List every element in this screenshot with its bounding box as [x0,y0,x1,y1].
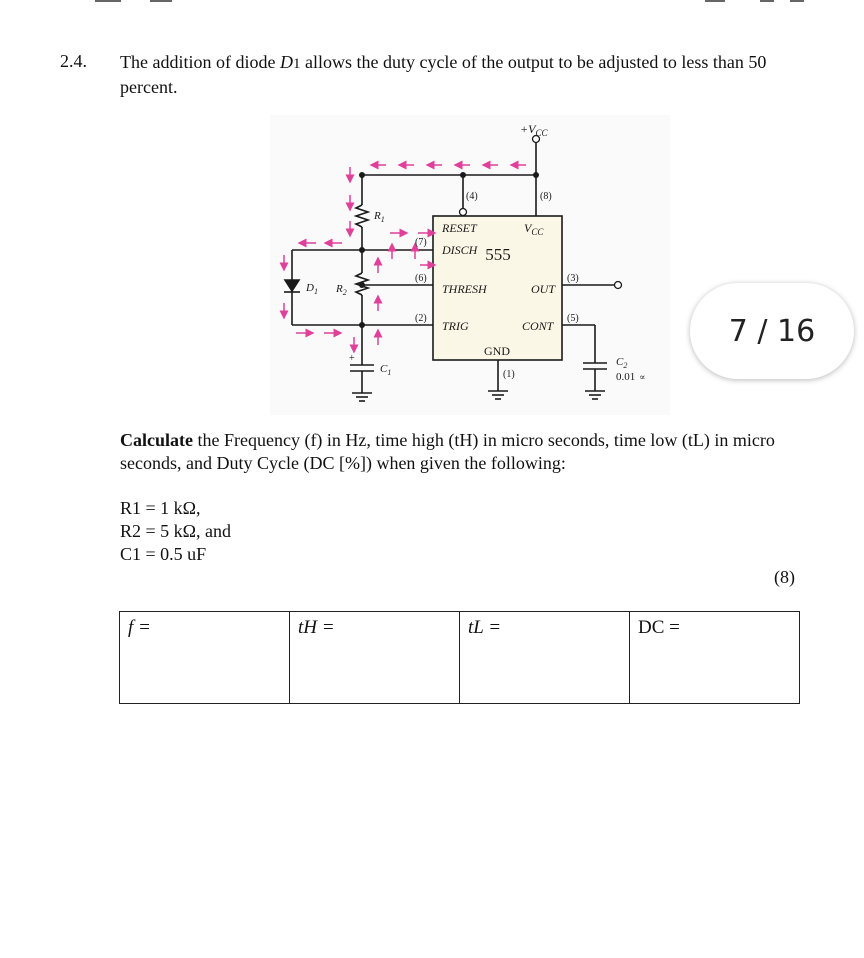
answer-cell-frequency[interactable]: f = [120,612,290,704]
svg-text:VCC: $V_{CC}$ [524,221,544,237]
svg-text:(1): (1) [503,369,515,380]
svg-text:TRIG: TRIG [442,319,469,333]
svg-text:(2): (2) [415,313,427,324]
output-terminal [615,282,622,289]
svg-text:(6): (6) [415,273,427,284]
svg-text:RESET: RESET [442,221,477,235]
svg-text:C2: $C_2$ [616,356,628,370]
marks-label: (8) [774,567,795,587]
cropped-header [0,0,864,8]
question-text: The addition of diode D1 allows the duty cycle of the output to be adjusted to less than 50 percent. [120,52,767,97]
svg-text:OUT: OUT [531,282,556,296]
answer-cell-duty-cycle[interactable]: DC = [630,612,800,704]
given-r1: R1 = 1 kΩ, [120,498,201,518]
svg-text:+VCC: $+V_{CC}$ [520,122,548,138]
given-values [120,497,231,566]
given-c1: C1 = 0.5 uF [120,544,207,564]
given-r2: R2 = 5 kΩ, and [120,521,232,541]
question-number: 2.4. [60,51,87,71]
answer-table [119,611,800,704]
svg-text:THRESH: THRESH [442,282,487,296]
svg-text:GND: GND [484,344,510,358]
svg-text:+: + [349,353,355,364]
svg-text:R2: $R_2$ [336,283,347,297]
svg-text:(3): (3) [567,273,579,284]
circuit-diagram [270,115,670,415]
svg-text:(4): (4) [466,191,478,202]
svg-text:(8): (8) [540,191,552,202]
svg-text:(7): (7) [415,237,427,248]
calculate-instruction: Calculate the Frequency (f) in Hz, time high (tH) in micro seconds, time low (tL) in micro seconds, and Duty Cycle (DC [%]) when given the following: [120,430,775,473]
answer-cell-time-low[interactable]: tL = [460,612,630,704]
ic-label: 555 [485,245,511,264]
answer-cell-time-high[interactable]: tH = [290,612,460,704]
svg-text:(5): (5) [567,313,579,324]
svg-text:CONT: CONT [522,319,554,333]
svg-text:C1: $C_1$ [380,363,392,377]
svg-text:R1: $R_1$ [374,210,385,224]
svg-text:DISCH: DISCH [442,243,478,257]
page-indicator: 7 / 16 [690,283,854,379]
svg-text:0.01∝: 0.01 ∝ [616,371,646,383]
svg-text:D1: $D_1$ [306,282,318,296]
